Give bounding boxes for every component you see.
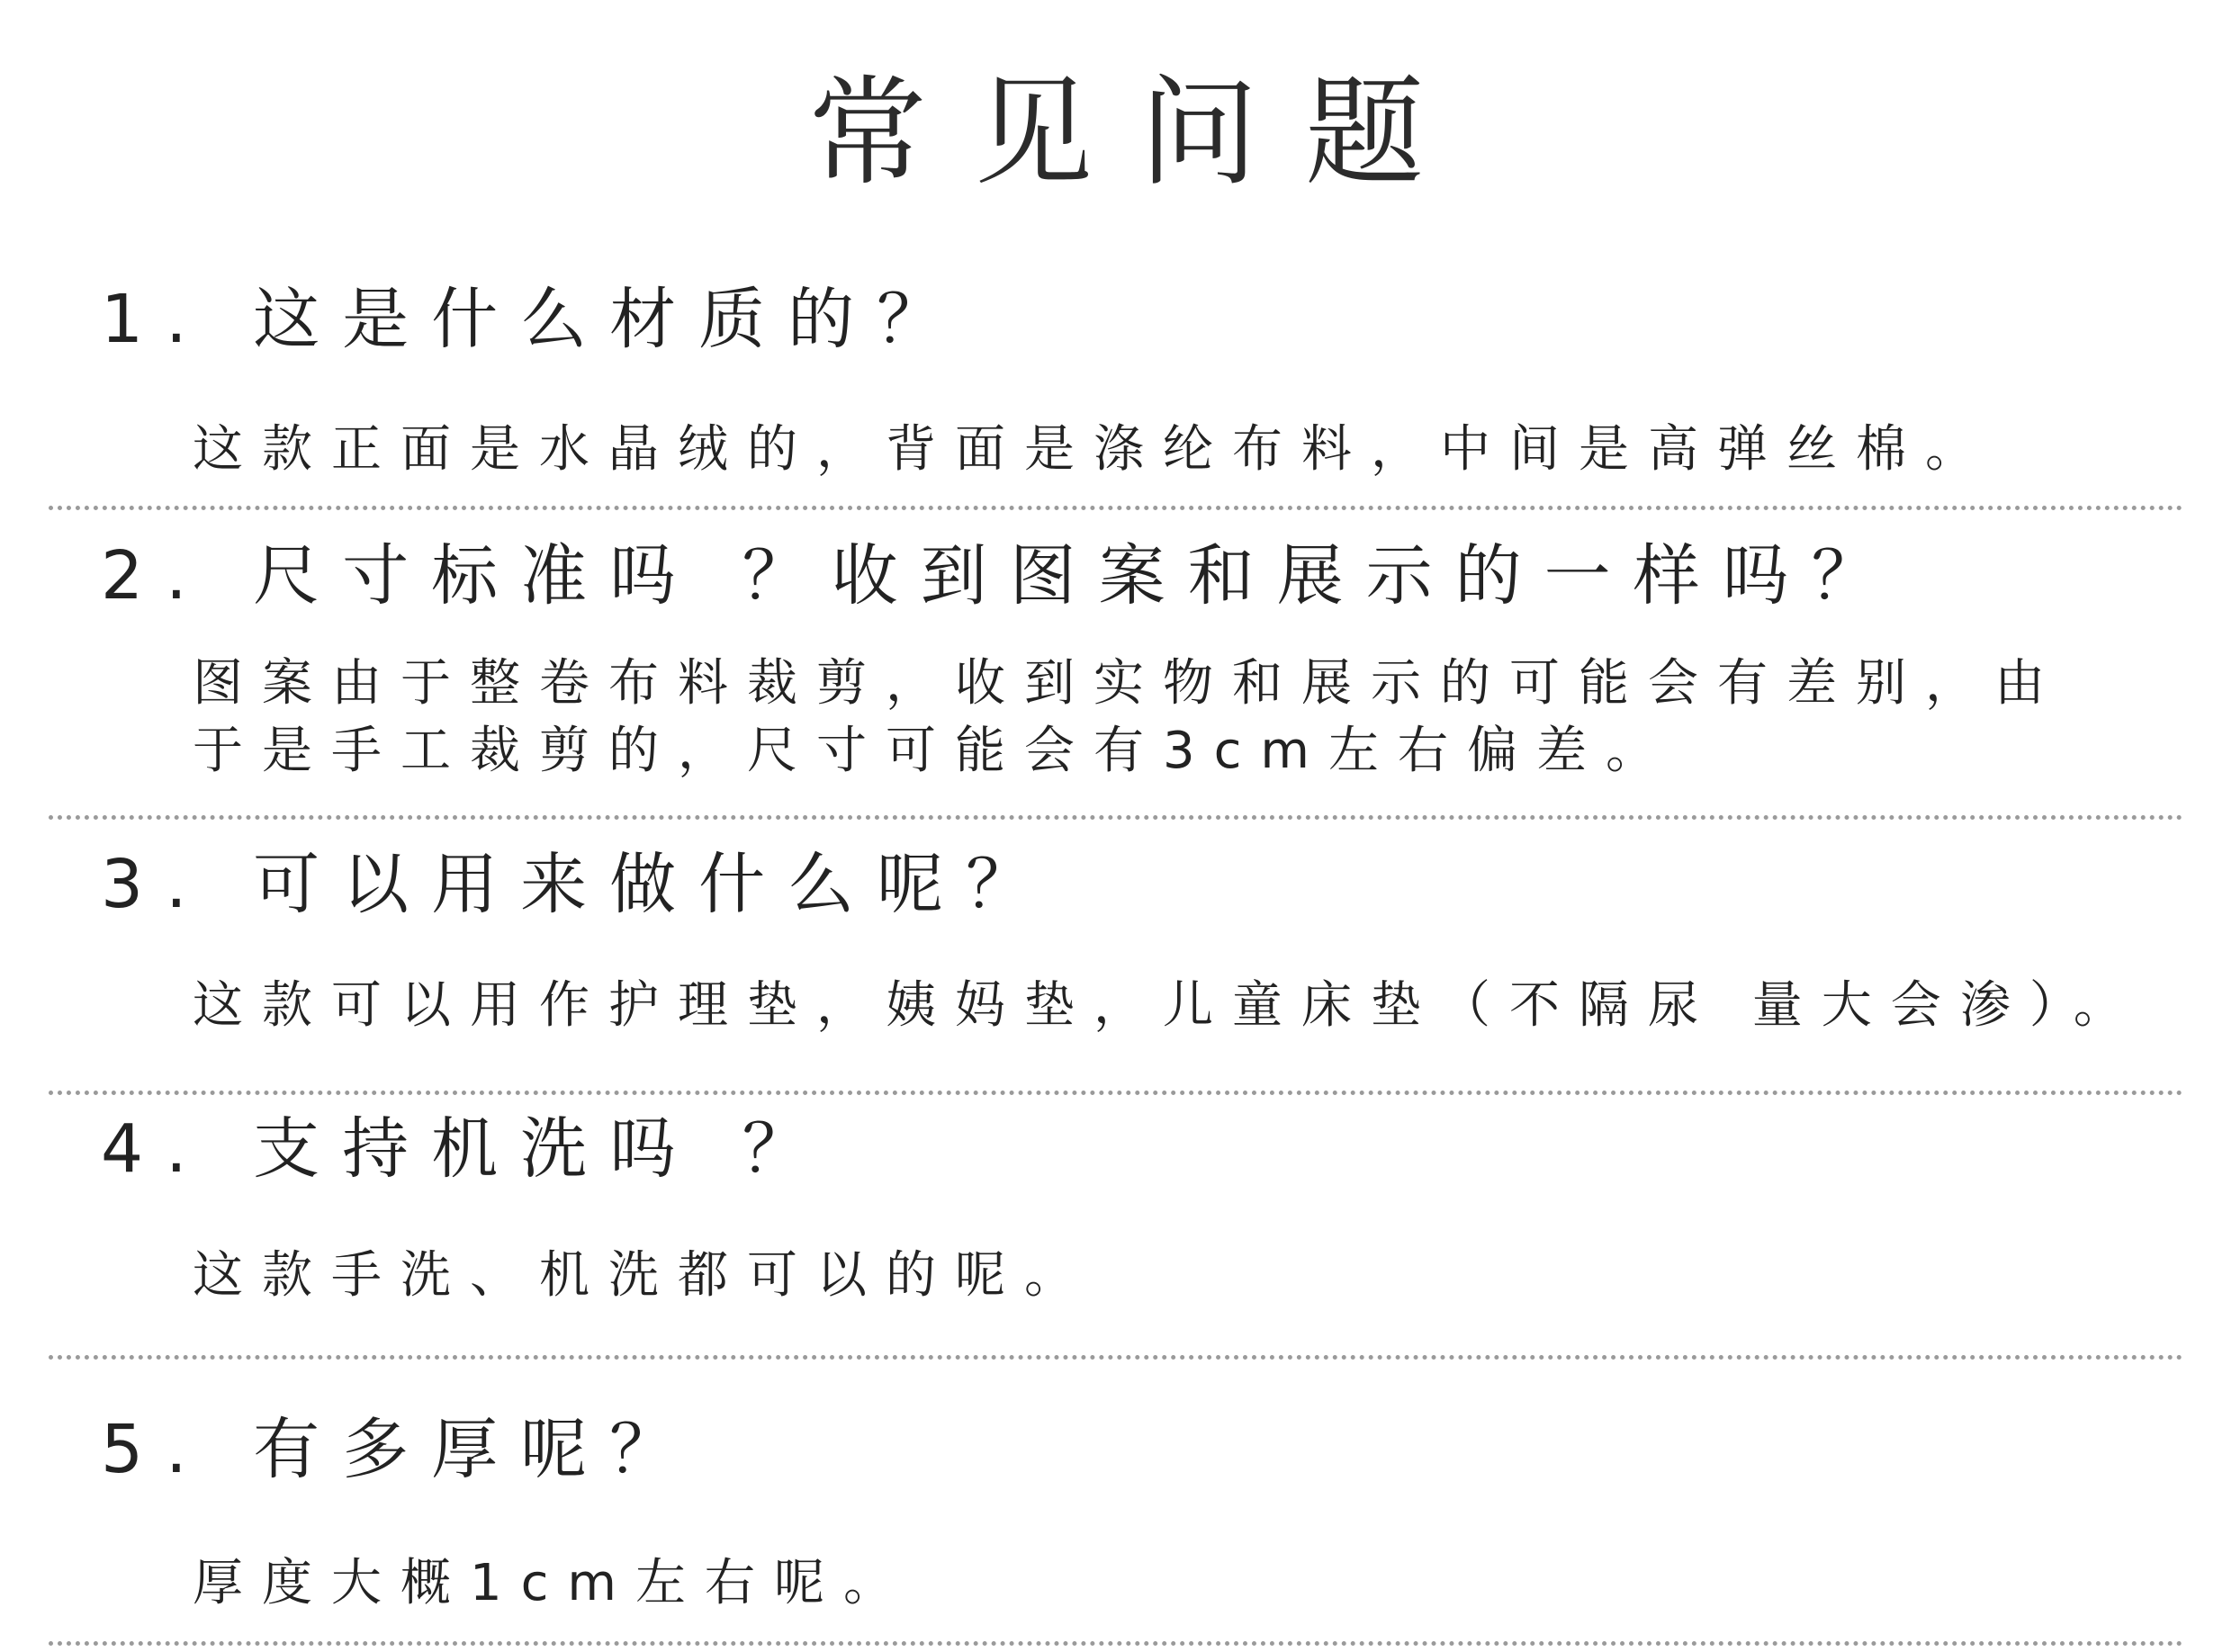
- faq-divider-5: [49, 1641, 2183, 1646]
- faq-answer-2-line-1: 图案由于整卷布料裁剪，收到实物和展示的可能会有差别，由: [193, 654, 2064, 713]
- faq-question-2: 2. 尺寸标准吗 ？收到图案和展示的一样吗？: [101, 537, 1901, 615]
- faq-question-5: 5. 有多厚呢？: [101, 1411, 699, 1488]
- faq-question-1: 1. 这是什么材质的？: [101, 281, 967, 358]
- faq-divider-2: [49, 815, 2183, 820]
- faq-answer-2-line-2: 于是手工裁剪的，尺寸可能会有3cm左右偏差。: [193, 722, 1675, 780]
- faq-answer-4: 这款手洗、机洗都可以的呢。: [193, 1246, 1094, 1305]
- faq-divider-3: [49, 1091, 2183, 1095]
- faq-answer-1: 这款正面是水晶绒的，背面是涤纶布料，中间是高弹丝棉。: [193, 420, 1994, 479]
- faq-question-4: 4. 支持机洗吗 ？: [101, 1110, 832, 1188]
- faq-divider-1: [49, 506, 2183, 510]
- page-title: 常见问题: [808, 64, 1471, 202]
- faq-answer-3: 这款可以用作护理垫，姨妈垫，儿童床垫（不隔尿 量大会渗）。: [193, 976, 2143, 1035]
- faq-question-3: 3. 可以用来做什么呢？: [101, 846, 1056, 923]
- faq-divider-4: [49, 1355, 2183, 1360]
- faq-answer-5: 厚度大概1cm左右呢。: [193, 1554, 913, 1612]
